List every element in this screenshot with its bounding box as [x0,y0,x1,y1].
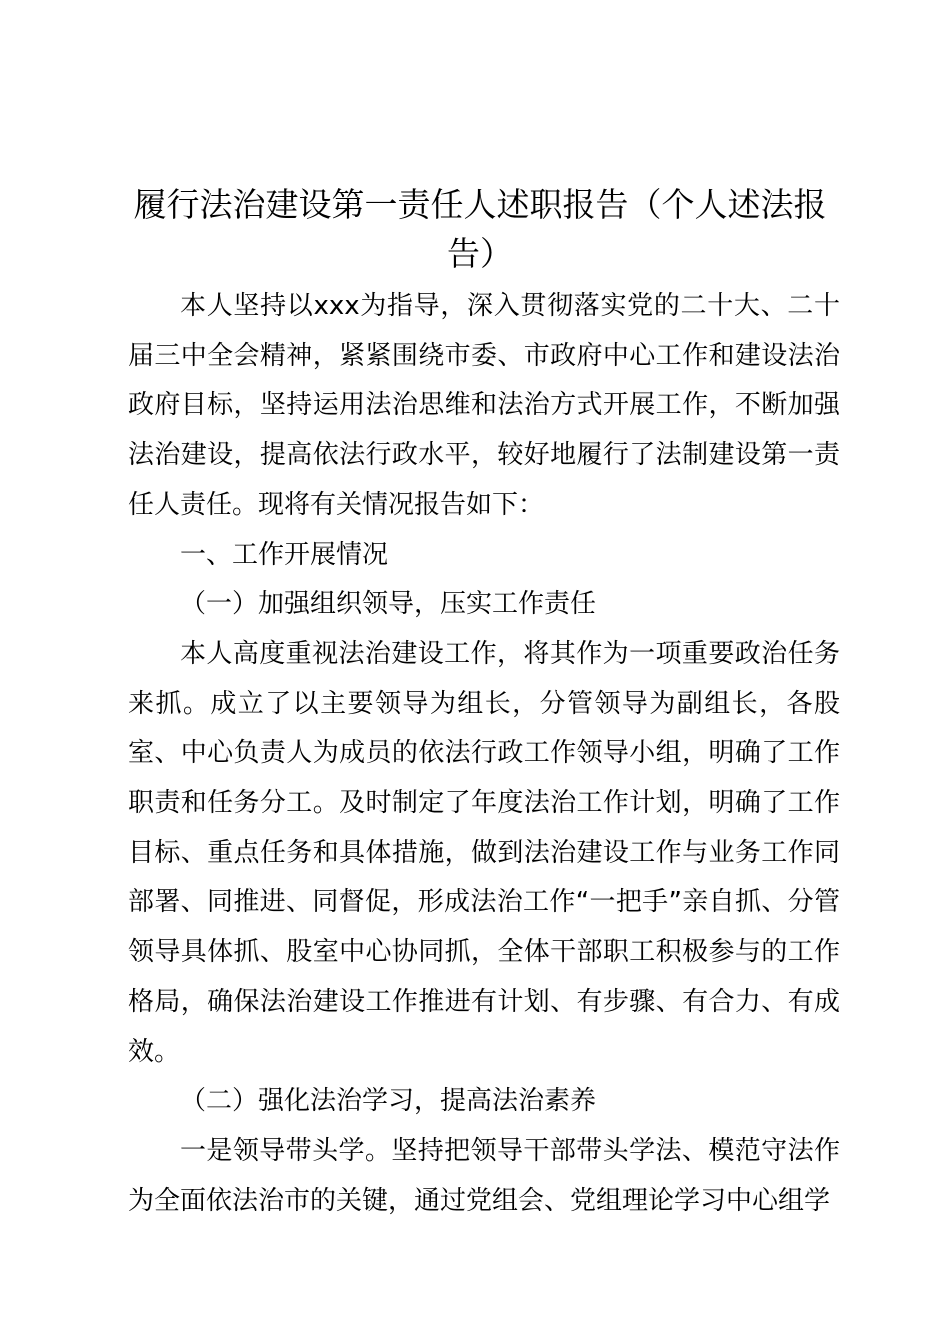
section-heading-1: 一、工作开展情况 [180,539,389,570]
document-body [128,282,840,1226]
body-paragraph-1: 本人高度重视法治建设工作，将其作为一项重要政治任务来抓。成立了以主要领导为组长，分管领导为副组长，各股室、中心负责人为成员的依法行政工作领导小组，明确了工作职责和任务分工。及时制定了年度法治工作计划，明确了工作目标、重点任务和具体措施，做到法治建设工作与业务工作同部署、同推进、同督促，形成法治工作“一把手”亲自抓、分管领导具体抓、股室中心协同抓，全体干部职工积极参与的工作格局，确保法治建设工作推进有计划、有步骤、有合力、有成效。 [128,638,840,1067]
subsection-heading-1: （一）加强组织领导，压实工作责任 [180,589,597,620]
intro-paragraph: 本人坚持以xxx为指导，深入贯彻落实党的二十大、二十届三中全会精神，紧紧围绕市委、市政府中心工作和建设法治政府目标，坚持运用法治思维和法治方式开展工作，不断加强法治建设，提高依法行政水平，较好地履行了法制建设第一责任人责任。现将有关情况报告如下： [128,291,840,520]
body-paragraph-2: 一是领导带头学。坚持把领导干部带头学法、模范守法作为全面依法治市的关键，通过党组会、党组理论学习中心组学 [128,1135,840,1216]
subsection-heading-2: （二）强化法治学习，提高法治素养 [180,1086,597,1117]
document-title: 履行法治建设第一责任人述职报告（个人述法报告） [133,185,827,273]
